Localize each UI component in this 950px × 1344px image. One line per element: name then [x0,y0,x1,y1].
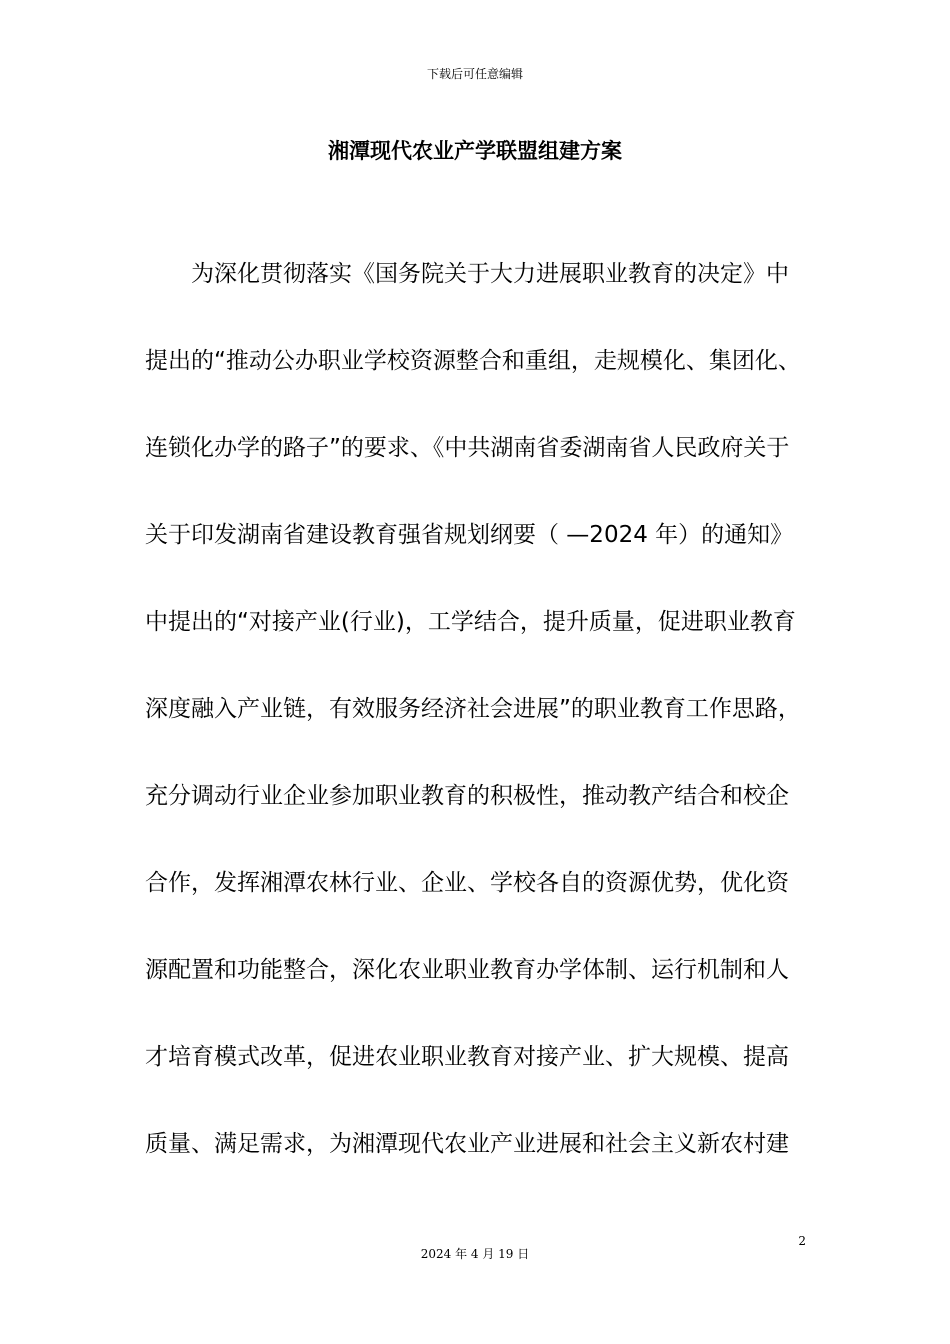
body-line: 质量、满足需求，为湘潭现代农业产业进展和社会主义新农村建 [145,1131,789,1157]
document-title: 湘潭现代农业产学联盟组建方案 [328,139,622,163]
body-line: 关于印发湖南省建设教育强省规划纲要（ —2024 年）的通知》 [145,522,794,548]
body-line: 充分调动行业企业参加职业教育的积极性，推动教产结合和校企 [145,783,789,809]
body-line: 深度融入产业链，有效服务经济社会进展”的职业教育工作思路， [145,696,801,722]
body-line: 才培育模式改革，促进农业职业教育对接产业、扩大规模、提高 [145,1044,789,1070]
body-line: 源配置和功能整合，深化农业职业教育办学体制、运行机制和人 [145,957,789,983]
header-note: 下载后可任意编辑 [426,67,523,81]
footer-date: 2024 年 4 月 19 日 [420,1247,530,1261]
body-line: 中提出的“对接产业(行业)，工学结合，提升质量，促进职业教育 [145,609,796,635]
body-line: 合作，发挥湘潭农林行业、企业、学校各自的资源优势，优化资 [145,870,789,896]
body-line: 为深化贯彻落实《国务院关于大力进展职业教育的决定》中 [145,261,789,287]
body-line: 提出的“推动公办职业学校资源整合和重组，走规模化、集团化、 [145,348,801,374]
body-line: 连锁化办学的路子”的要求、《中共湖南省委湖南省人民政府关于 [145,435,790,461]
page-number: 2 [798,1234,806,1248]
